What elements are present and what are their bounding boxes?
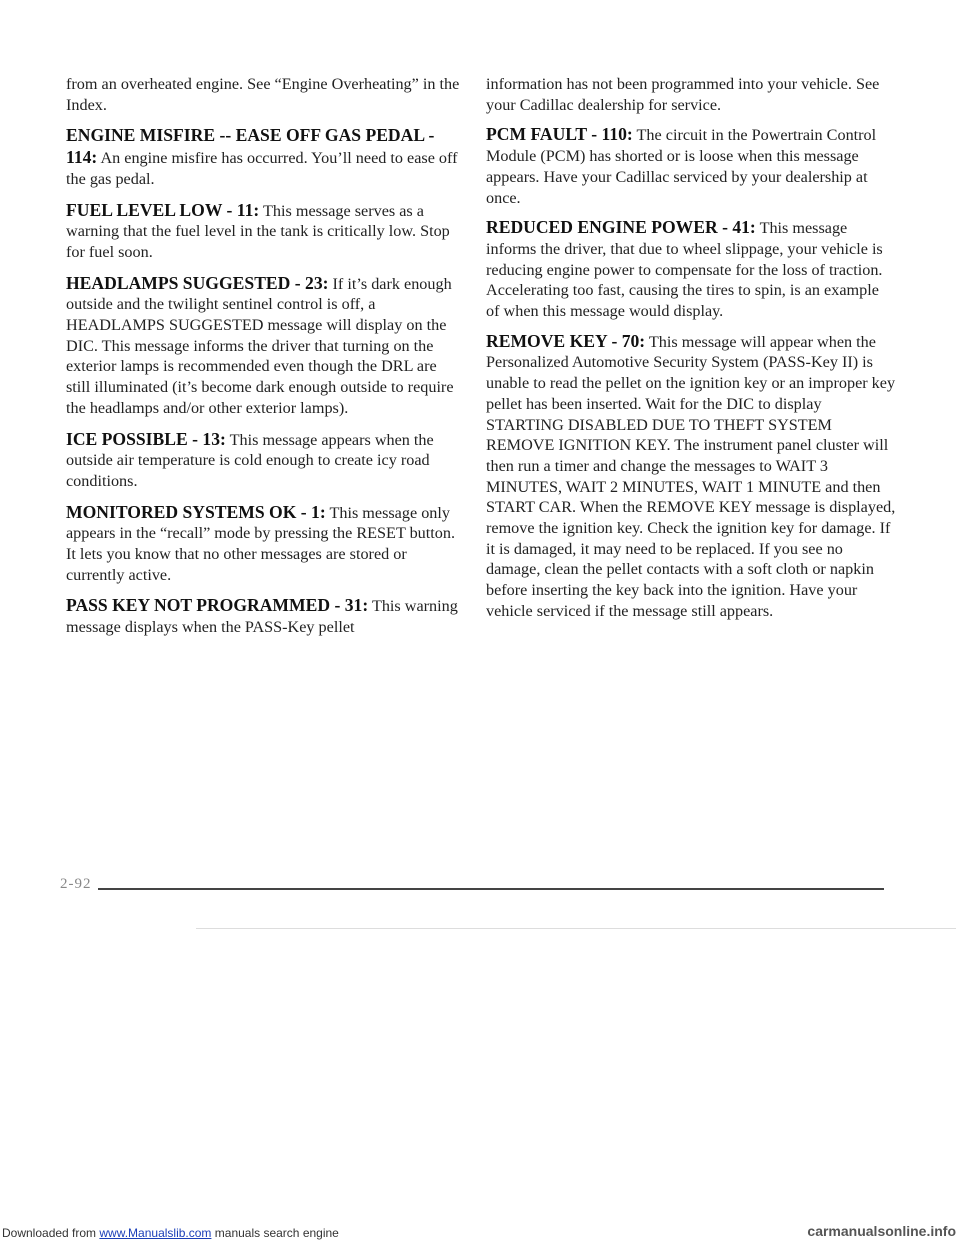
entry-heading: REDUCED ENGINE POWER - 41:	[486, 217, 756, 238]
entry-headlamps-suggested	[66, 273, 462, 419]
watermark-text: carmanualsonline.info	[807, 1223, 956, 1239]
page-number: 2-92	[60, 876, 92, 892]
entry-body: This message only appears in the “recall” mode by pressing the RESET button. It lets you know that no other messages are stored or currently active.	[66, 503, 455, 584]
entry-heading: MONITORED SYSTEMS OK - 1:	[66, 501, 326, 522]
manualslib-link[interactable]: www.Manualslib.com	[99, 1226, 212, 1240]
entry-heading: PASS KEY NOT PROGRAMMED - 31:	[66, 595, 369, 616]
entry-pcm-fault	[486, 124, 896, 208]
entry-body: This warning message displays when the PASS-Key pellet	[66, 597, 458, 637]
entry-body: This message informs the driver, that due to wheel slippage, your vehicle is reducing engine power to compensate for the loss of traction. Accelerating too fast, causing the tires to spin, is an example of when this message would display.	[486, 219, 883, 321]
entry-remove-key	[486, 331, 896, 622]
entry-heading: FUEL LEVEL LOW - 11:	[66, 199, 260, 220]
paragraph-continuation: information has not been programmed into your vehicle. See your Cadillac dealership for service.	[486, 75, 880, 114]
entry-body: The circuit in the Powertrain Control Module (PCM) has shorted or is loose when this message appears. Have your Cadillac serviced by your dealership at once.	[486, 126, 877, 207]
entry-heading: HEADLAMPS SUGGESTED - 23:	[66, 272, 329, 293]
entry-body: This message serves as a warning that the fuel level in the tank is critically low. Stop for fuel soon.	[66, 201, 450, 261]
entry-body: This message will appear when the Personalized Automotive Security System (PASS-Key II) is unable to read the pellet on the ignition key or an improper key pellet has been inserted. Wait for the DIC to display STARTING DISABLED DUE TO THEFT SYSTEM REMOVE IGNITION KEY. The instrument panel cluster will then run a timer and change the messages to WAIT 3 MINUTES, WAIT 2 MINUTES, WAIT 1 MINUTE and then START CAR. When the REMOVE KEY message is displayed, remove the ignition key. Check the ignition key for damage. If it is damaged, it may need to be replaced. If you see no damage, clean the pellet contacts with a soft cloth or napkin before inserting the key back into the ignition. Have your vehicle serviced if the message still appears.	[486, 332, 896, 620]
right-column	[486, 74, 896, 631]
footer-rule	[98, 888, 884, 890]
entry-monitored-systems-ok	[66, 502, 462, 586]
divider	[196, 928, 956, 929]
entry-reduced-engine-power	[486, 217, 896, 322]
paragraph-continuation: from an overheated engine. See “Engine Overheating” in the Index.	[66, 75, 460, 114]
download-footer	[0, 1225, 960, 1242]
left-column	[66, 74, 462, 648]
entry-heading: ENGINE MISFIRE -- EASE OFF GAS PEDAL - 114:	[66, 125, 435, 168]
entry-fuel-level-low	[66, 200, 462, 263]
entry-body: If it’s dark enough outside and the twilight sentinel control is off, a HEADLAMPS SUGGESTED message will display on the DIC. This message informs the driver that turning on the exterior lamps is recommended even though the DRL are still illuminated (it’s become dark enough outside to require the headlamps and/or other exterior lamps).	[66, 274, 454, 417]
entry-body: This message appears when the outside air temperature is cold enough to create icy road conditions.	[66, 430, 434, 490]
entry-ice-possible	[66, 429, 462, 492]
entry-engine-misfire	[66, 125, 462, 189]
entry-heading: PCM FAULT - 110:	[486, 124, 633, 145]
entry-body: An engine misfire has occurred. You’ll need to ease off the gas pedal.	[66, 149, 458, 188]
entry-heading: ICE POSSIBLE - 13:	[66, 428, 226, 449]
footer-text: Downloaded from www.Manualslib.com manuals search engine	[2, 1226, 339, 1240]
entry-pass-key-not-programmed	[66, 595, 462, 637]
entry-heading: REMOVE KEY - 70:	[486, 330, 646, 351]
